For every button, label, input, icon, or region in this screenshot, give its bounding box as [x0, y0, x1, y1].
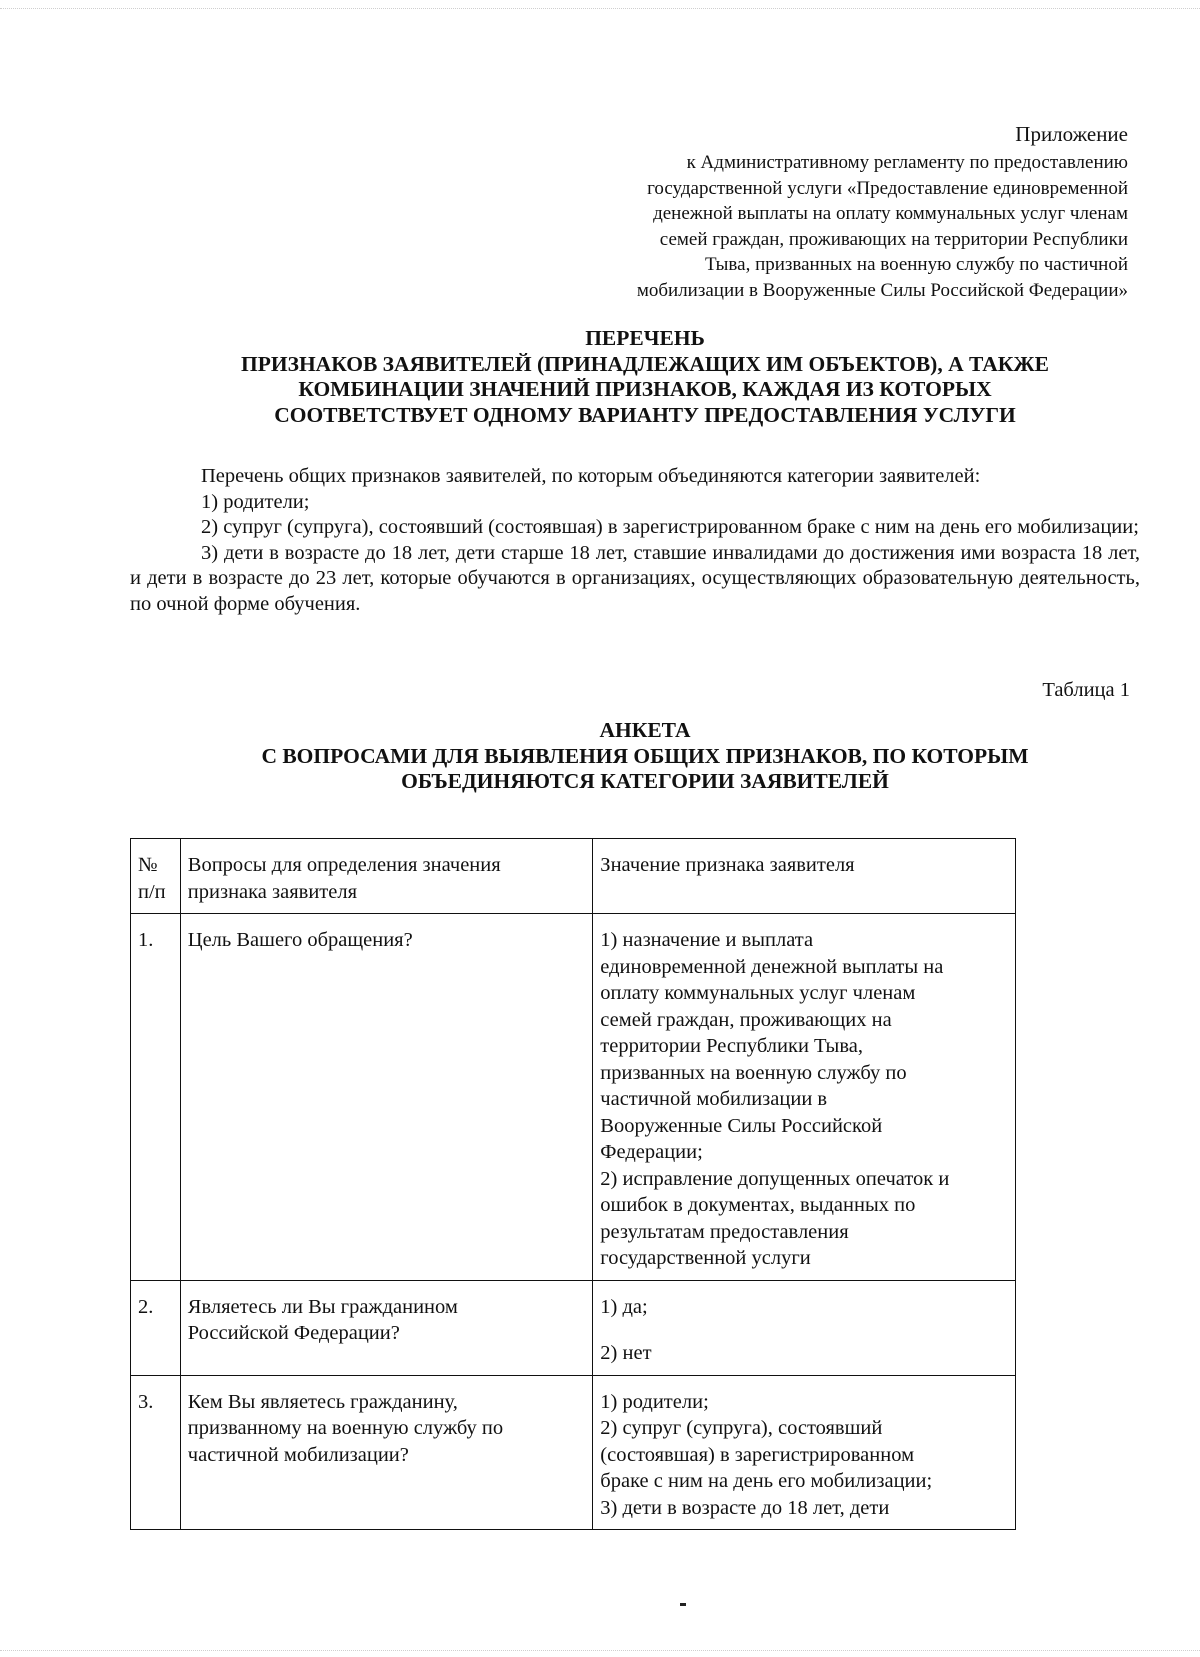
questionnaire-title [170, 718, 1120, 795]
title-line: ОБЪЕДИНЯЮТСЯ КАТЕГОРИИ ЗАЯВИТЕЛЕЙ [401, 769, 889, 793]
appendix-line: к Административному регламенту по предоставлению [686, 152, 1128, 173]
questionnaire-table [130, 838, 1016, 1530]
body-item: 3) дети в возрасте до 18 лет, дети старше 18 лет, ставшие инвалидами до достижения ими возраста 18 лет, и дети в возрасте до 23 лет, которые обучаются в организациях, осуществляющих образовательную деятельность, по очной форме обучения. [130, 541, 1140, 615]
appendix-line: мобилизации в Вооруженные Силы Российской Федерации» [636, 279, 1128, 301]
row-number: 2. [131, 1280, 181, 1375]
title-line: СООТВЕТСТВУЕТ ОДНОМУ ВАРИАНТУ ПРЕДОСТАВЛЕНИЯ УСЛУГИ [274, 402, 1016, 427]
header-question: Вопросы для определения значения признака заявителя [180, 839, 593, 914]
answer-option: 2) нет [600, 1342, 652, 1364]
row-number: 1. [131, 914, 181, 1281]
body-intro: Перечень общих признаков заявителей, по которым объединяются категории заявителей: [201, 465, 981, 487]
header-number: № п/п [131, 839, 181, 914]
row-answer: 1) назначение и выплата единовременной денежной выплаты на оплату коммунальных услуг членам семей граждан, проживающих на территории Республики Тыва, призванных на военную службу по частичной мобилизации в Вооруженные Силы Российской Федерации; 2) исправление допущенных опечаток и ошибок в документах, выданных по результатам предоставления государственной услуги [593, 914, 1016, 1281]
page-mark [680, 1603, 686, 1606]
body-item: 1) родители; [201, 490, 310, 513]
title-line: ПЕРЕЧЕНЬ [585, 326, 705, 350]
table-header-row [131, 839, 1016, 914]
row-number: 3. [131, 1375, 181, 1530]
list-title [170, 326, 1120, 428]
header-value: Значение признака заявителя [593, 839, 1016, 914]
appendix-heading: Приложение [1015, 122, 1128, 146]
appendix-line: Тыва, призванных на военную службу по частичной [704, 254, 1128, 276]
row-answer: 1) родители; 2) супруг (супруга), состоявший (состоявшая) в зарегистрированном браке с ним на день его мобилизации; 3) дети в возрасте до 18 лет, дети [593, 1375, 1016, 1530]
title-line: С ВОПРОСАМИ ДЛЯ ВЫЯВЛЕНИЯ ОБЩИХ ПРИЗНАКОВ, ПО КОТОРЫМ [261, 743, 1029, 768]
title-line: ПРИЗНАКОВ ЗАЯВИТЕЛЕЙ (ПРИНАДЛЕЖАЩИХ ИМ ОБЪЕКТОВ), А ТАКЖЕ [241, 351, 1049, 376]
body-text [130, 464, 1140, 618]
table-row [131, 1375, 1016, 1530]
table-row [131, 914, 1016, 1281]
appendix-header [568, 120, 1128, 304]
answer-option: 1) да; [600, 1295, 648, 1318]
table-number-label: Таблица 1 [1042, 679, 1130, 701]
appendix-line: государственной услуги «Предоставление единовременной [647, 177, 1128, 199]
table-row [131, 1280, 1016, 1375]
row-question: Являетесь ли Вы гражданином Российской Федерации? [180, 1280, 593, 1375]
title-line: АНКЕТА [599, 718, 691, 742]
body-item: 2) супруг (супруга), состоявший (состоявшая) в зарегистрированном браке с ним на день его мобилизации; [201, 516, 1139, 539]
row-question: Цель Вашего обращения? [180, 914, 593, 1281]
scan-edge-bottom [0, 1650, 1200, 1651]
row-question: Кем Вы являетесь гражданину, призванному на военную службу по частичной мобилизации? [180, 1375, 593, 1530]
appendix-line: денежной выплаты на оплату коммунальных услуг членам [653, 203, 1128, 225]
row-answer [593, 1280, 1016, 1375]
scan-edge-top [0, 8, 1200, 9]
appendix-line: семей граждан, проживающих на территории Республики [659, 228, 1128, 250]
title-line: КОМБИНАЦИИ ЗНАЧЕНИЙ ПРИЗНАКОВ, КАЖДАЯ ИЗ КОТОРЫХ [298, 377, 992, 401]
